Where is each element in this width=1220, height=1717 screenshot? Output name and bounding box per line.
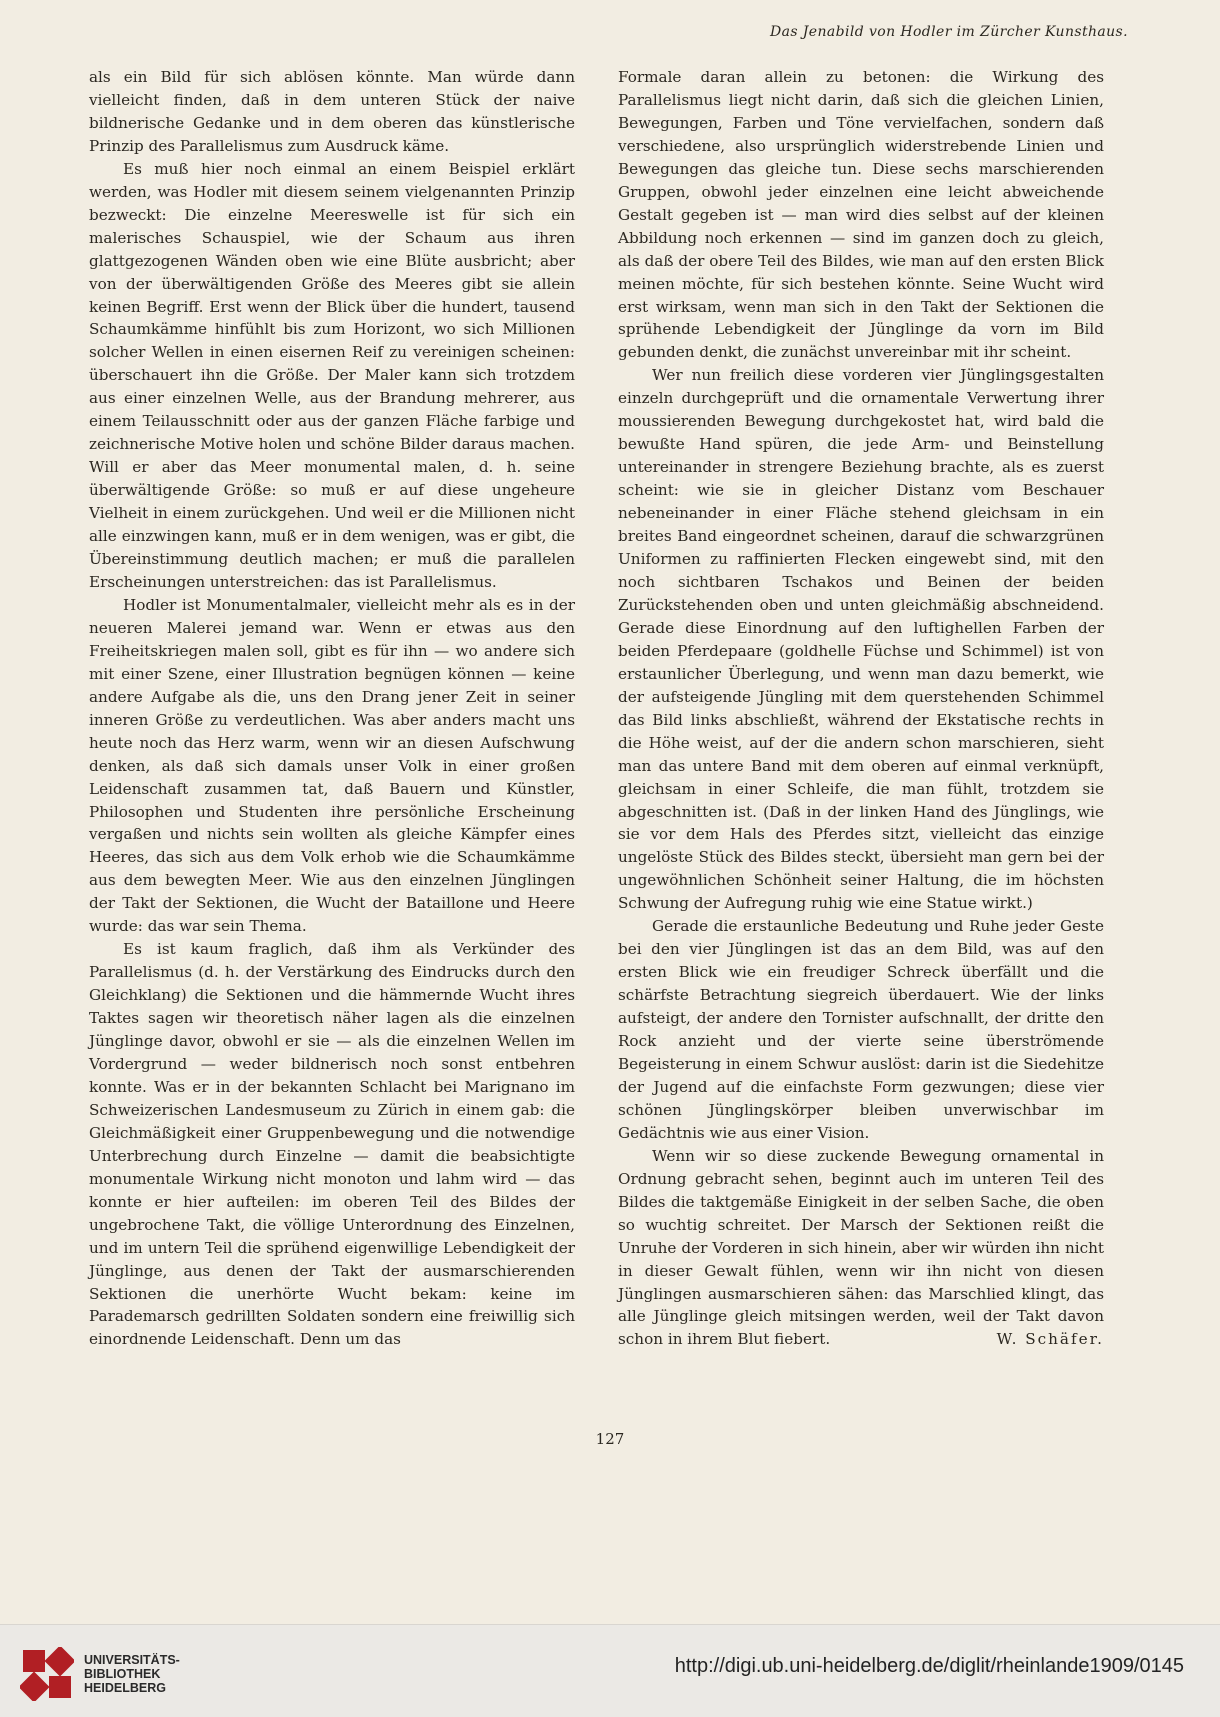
paragraph: als ein Bild für sich ablösen könnte. Man würde dann vielleicht finden, daß in dem unteren Stück der naive bildnerische Gedanke und in dem oberen das künstlerische Prinzip des Parallelismus zum Ausdruck käme. [89,68,575,155]
library-name [84,1653,180,1695]
library-name-line: HEIDELBERG [84,1681,166,1695]
paragraph: Wer nun freilich diese vorderen vier Jünglingsgestalten einzeln durchgeprüft und die ornamentale Verwertung ihrer moussierenden Bewegung durchgekostet hat, wird bald die bewußte Hand spüren, die jede Arm- und Beinstellung untereinander in strengere Beziehung brachte, als es zuerst scheint: wie sie in gleicher Distanz vom Beschauer nebeneinander in einer Fläche stehend gleichsam in ein breites Band eingeordnet scheinen, darauf die schwarzgrünen Uniformen zu raffinierten Flecken eingewebt sind, mit den noch sichtbaren Tschakos und Beinen der beiden Zurückstehenden oben und unten gleichmäßig abschneidend. Gerade diese Einordnung auf den luftighellen Farben der beiden Pferdepaare (goldhelle Füchse und Schimmel) ist von erstaunlicher Überlegung, und wenn man dazu bemerkt, wie der aufsteigende Jüngling mit dem querstehenden Schimmel das Bild links abschließt, während der Ekstatische rechts in die Höhe weist, auf der die andern schon marschieren, sieht man das untere Band mit dem oberen auf einmal verknüpft, gleichsam in einer Schleife, die man fühlt, trotzdem sie abgeschnitten ist. (Daß in der linken Hand des Jünglings, wie sie vor dem Hals des Pferdes sitzt, vielleicht das einzige ungelöste Stück des Bildes steckt, übersieht man gern bei der ungewöhnlichen Schönheit seiner Haltung, die im höchsten Schwung der Aufregung ruhig wie eine Statue wirkt.) [618,366,1104,913]
paragraph: Hodler ist Monumentalmaler, vielleicht mehr als es in der neueren Malerei jemand war. Wenn er etwas aus den Freiheitskriegen malen soll, gibt es für ihn — wo andere sich mit einer Szene, einer Illustration begnügen können — keine andere Aufgabe als die, uns den Drang jener Zeit in seiner inneren Größe zu verdeutlichen. Was aber anders macht uns heute noch das Herz warm, wenn wir an diesen Aufschwung denken, als daß sich damals unser Volk in einer großen Leidenschaft zusammen tat, daß Bauern und Künstler, Philosophen und Studenten ihre persönliche Erscheinung vergaßen und nichts sein wollten als gleiche Kämpfer eines Heeres, das sich aus dem Volk erhob wie die Schaumkämme aus dem bewegten Meer. Wie aus den einzelnen Jünglingen der Takt der Sektionen, die Wucht der Bataillone und Heere wurde: das war sein Thema. [89,595,575,936]
paragraph: Gerade die erstaunliche Bedeutung und Ruhe jeder Geste bei den vier Jünglingen ist das an dem Bild, was auf den ersten Blick wie ein freudiger Schreck überfällt und die schärfste Betrachtung siegreich überdauert. Wie der links aufsteigt, der andere den Tornister aufschnallt, der dritte den Rock anzieht und der vierte seine überströmende Begeisterung in einem Schwur auslöst: darin ist die Siedehitze der Jugend auf die einfachste Form gezwungen; diese vier schönen Jünglingskörper bleiben unverwischbar im Gedächtnis wie aus einer Vision. [618,917,1104,1142]
university-library-logo-icon [20,1647,74,1701]
library-name-line: UNIVERSITÄTS- [84,1653,180,1667]
paragraph: Es ist kaum fraglich, daß ihm als Verkünder des Parallelismus (d. h. der Verstärkung des Eindrucks durch den Gleichklang) die Sektionen und die hämmernde Wucht ihres Taktes sagen wir theoretisch näher lagen als die einzelnen Jünglinge davor, obwohl er sie — als die einzelnen Wellen im Vordergrund — weder bildnerisch noch sonst entbehren konnte. Was er in der bekannten Schlacht bei Marignano im Schweizerischen Landesmuseum zu Zürich in einem gab: die Gleichmäßigkeit einer Gruppenbewegung und die notwendige Unterbrechung durch Einzelne — damit die beabsichtigte monumentale Wirkung nicht monoton und lahm wird — das konnte er hier aufteilen: im oberen Teil des Bildes der ungebrochene Takt, die völlige Unterordnung des Einzelnen, und im untern Teil die sprühend eigenwillige Lebendigkeit der Jünglinge, aus denen der Takt der ausmarschierenden Sektionen die unerhörte Wucht bekam: keine im Parademarsch gedrillten Soldaten sondern eine freiwillig sich einordnende Leidenschaft. Denn um das [89,940,575,1349]
paragraph: Wenn wir so diese zuckende Bewegung ornamental in Ordnung gebracht sehen, beginnt auch im unteren Teil des Bildes die taktgemäße Einigkeit in der selben Sache, die oben so wuchtig schreitet. Der Marsch der Sektionen reißt die Unruhe der Vorderen in sich hinein, aber wir würden ihn nicht in dieser Gewalt fühlen, wenn wir ihn nicht von diesen Jünglingen ausmarschieren sähen: das Marschlied klingt, das alle Jünglinge gleich mitsingen werden, weil der Takt davon schon in ihrem Blut fiebert. W. Schäfer. [618,1145,1104,1352]
author-signature: W. Schäfer. [996,1330,1104,1349]
source-url-link[interactable]: http://digi.ub.uni-heidelberg.de/diglit/rheinlande1909/0145 [674,1655,1184,1677]
left-column [89,66,575,1351]
page-number: 127 [595,1430,625,1448]
footer-bar [0,1624,1220,1717]
right-column [618,66,1104,1351]
running-head: Das Jenabild von Hodler im Zürcher Kunsthaus. [769,24,1128,40]
library-name-line: BIBLIOTHEK [84,1667,161,1681]
paragraph: Formale daran allein zu betonen: die Wirkung des Parallelismus liegt nicht darin, daß sich die gleichen Linien, Bewegungen, Farben und Töne vervielfachen, sondern daß verschiedene, also ursprünglich widerstrebende Linien und Bewegungen das gleiche tun. Diese sechs marschierenden Gruppen, obwohl jeder einzelnen eine leicht abweichende Gestalt gegeben ist — man wird dies selbst auf der kleinen Abbildung noch erkennen — sind im ganzen doch zu gleich, als daß der obere Teil des Bildes, wie man auf den ersten Blick meinen möchte, für sich bestehen könnte. Seine Wucht wird erst wirksam, wenn man sich in den Takt der Sektionen die sprühende Lebendigkeit der Jünglinge da vorn im Bild gebunden denkt, die zunächst unvereinbar mit ihr scheint. [618,68,1104,362]
paragraph: Es muß hier noch einmal an einem Beispiel erklärt werden, was Hodler mit diesem seinem vielgenannten Prinzip bezweckt: Die einzelne Meereswelle ist für sich ein malerisches Schauspiel, wie der Schaum aus ihren glattgezogenen Wänden oben wie eine Blüte ausbricht; aber von der überwältigenden Größe des Meeres gibt sie allein keinen Begriff. Erst wenn der Blick über die hundert, tausend Schaumkämme hinfühlt bis zum Horizont, wo sich Millionen solcher Wellen in einen eisernen Reif zu vereinigen scheinen: überschauert ihn die Größe. Der Maler kann sich trotzdem aus einer einzelnen Welle, aus der Brandung mehrerer, aus einem Teilausschnitt oder aus der ganzen Fläche farbige und zeichnerische Motive holen und schöne Bilder daraus machen. Will er aber das Meer monumental malen, d. h. seine überwältigende Größe: so muß er auf diese ungeheure Vielheit in einem zurückgehen. Und weil er die Millionen nicht alle einzwingen kann, muß er in dem wenigen, was er gibt, die Übereinstimmung deutlich machen; er muß die parallelen Erscheinungen unterstreichen: das ist Parallelismus. [89,159,575,591]
